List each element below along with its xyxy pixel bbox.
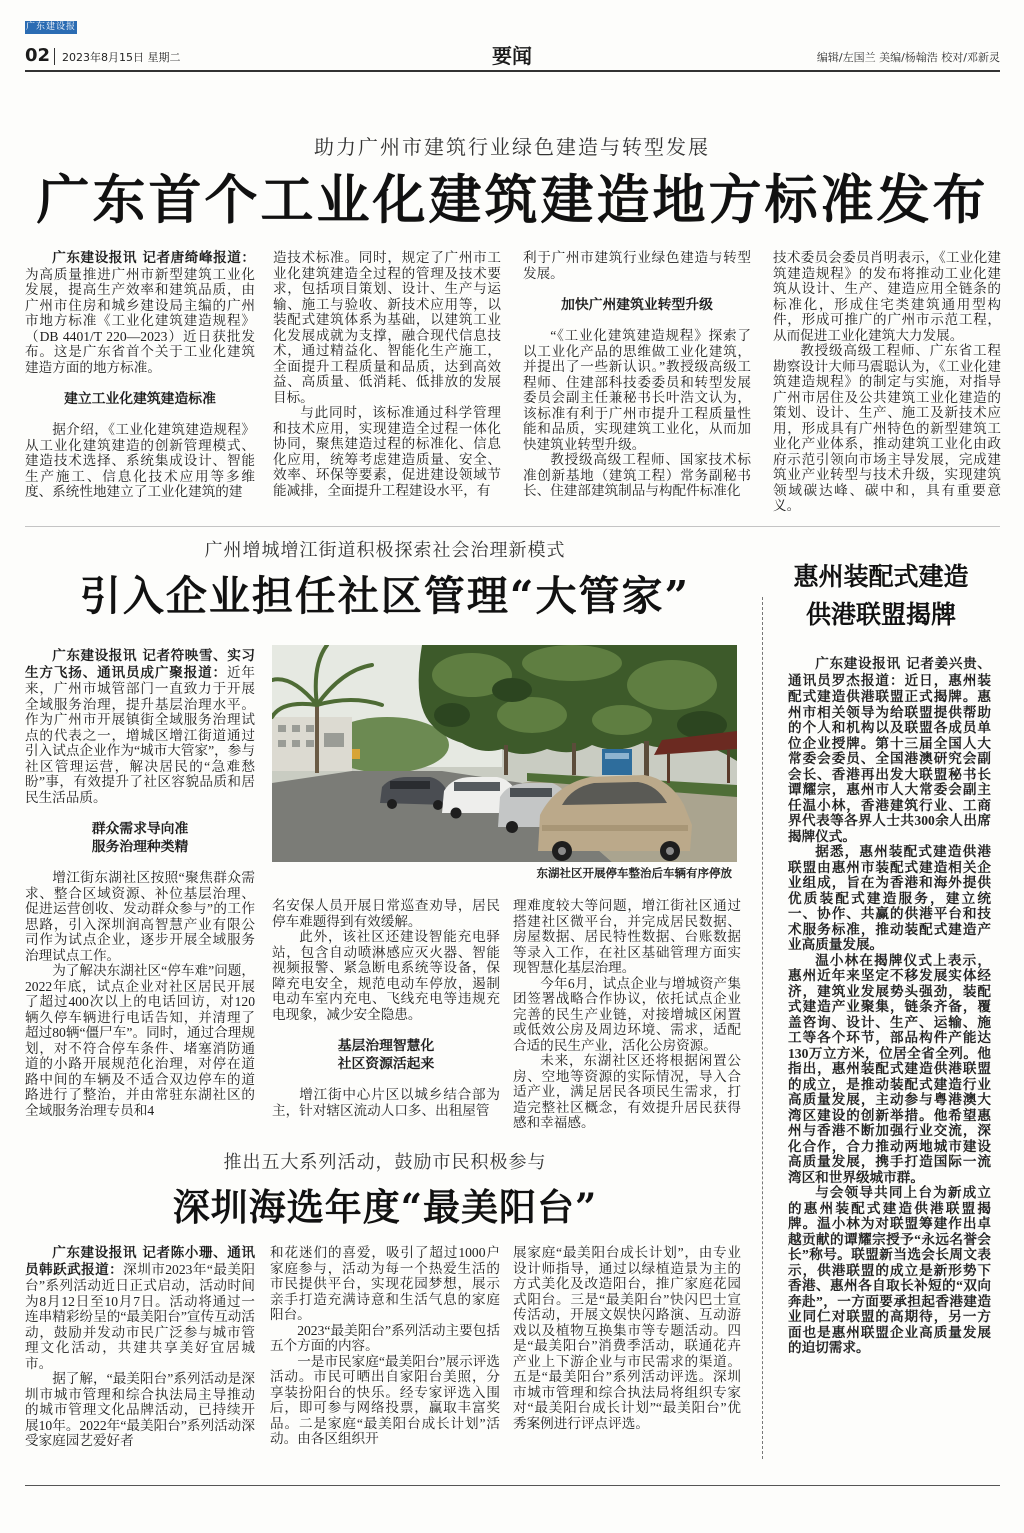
article-paragraph: 今年6月，试点企业与增城资产集团签署战略合作协议，依托试点企业完善的民生产业链，对接增城区闲置或低效公房及周边环境、需求，适配合适的民生产业，活化公房资源。 [513,975,741,1053]
article-subhead: 加快广州建筑业转型升级 [561,297,713,313]
article-paragraph [25,648,255,805]
issue-date: 2023年8月15日 星期二 [62,51,181,64]
article-paragraph: 据介绍，《工业化建筑建造规程》从工业化建筑建造的创新管理模式、建造技术选择、系统集成设计、智能生产施工、信息化技术应用等多维度、系统性地建立了工业化建筑的建 [25,422,255,499]
photo-caption: 东湖社区开展停车整治后车辆有序停放 [536,866,732,880]
article-subhead [272,1037,500,1073]
section-divider [25,526,1000,527]
subhead-line: 群众需求导向准 [91,821,189,837]
article-paragraph: 名安保人员开展日常巡查劝导，居民停车难题得到有效缓解。 [272,898,500,929]
section-title: 要闻 [492,44,532,68]
article-paragraph: “《工业化建筑建造规程》探索了以工业化产品的思维做工业化建筑，并提出了一些新认识。”教授级高级工程师、住建部科技委委员和转型发展委员会副主任兼秘书长叶浩文认为，该标准有利于广州市提升工程质量性能和品质，实现建筑工业化，从而加快建筑业转型升级。 [523,328,751,452]
article-paragraph: 温小林在揭牌仪式上表示，惠州近年来坚定不移发展实体经济，建筑业发展势头强劲，装配式建造产业聚集，链条齐备，覆盖咨询、设计、生产、运输、施工等各个环节，部品构件产能达130万立方米，位居全省全列。他指出，惠州装配式建造供港联盟的成立，是推动装配式建造行业高质量发展，主动参与粤港澳大湾区建设的创新举措。他希望惠州与香港不断加强行业交流，深化合作，合力推动两地城市建设高质量发展，携手打造国际一流湾区和世界级城市群。 [788,952,991,1185]
article-paragraph: 一是市民家庭“最美阳台”展示评选活动。市民可晒出自家阳台美照，分享装扮阳台的快乐。经专家评选入围后，即可参与网络投票，赢取丰富奖品。二是家庭“最美阳台成长计划”活动。由各区组织开 [270,1353,500,1446]
article-subhead: 建立工业化建筑建造标准 [64,391,216,407]
editor-credits: 编辑/左国兰 美编/杨翰浩 校对/邓新灵 [816,51,1000,64]
article-lead: 广东建设报讯 记者唐绮峰报道： [52,250,255,266]
article1-column-2 [273,250,501,498]
article1-subtitle: 助力广州市建筑行业绿色建造与转型发展 [314,135,710,159]
masthead-rule [25,70,1000,72]
article-paragraph: 据悉，惠州装配式建造供港联盟由惠州市装配式建造相关企业组成，旨在为香港和海外提供优质装配式建造服务，建立统一、协作、共赢的供港平台和技术服务标准，推动装配式建造产业高质量发展。 [788,844,991,952]
page-bottom-rule [25,1485,1000,1486]
article2-column-2 [272,898,500,1118]
subhead-line: 社区资源活起来 [337,1056,435,1072]
article3-column [788,656,991,1356]
article-paragraph: 利于广州市建筑行业绿色建造与转型发展。 [523,250,751,281]
article4-column-1 [25,1245,255,1449]
article-paragraph: 理难度较大等问题，增江街社区通过搭建社区微平台，并完成居民数据、房屋数据、居民特性数据、台账数据等录入工作，在社区基础管理方面实现智慧化基层治理。 [513,898,741,975]
paragraph-text: 为高质量推进广州市新型建筑工业化发展，提高生产效率和建筑品质，由广州市住房和城乡建设局主编的广州市地方标准《工业化建筑建造规程》（DB 4401/T 220—2023）近日获批发布。这是广东省首个关于工业化建筑建造方面的地方标准。 [25,266,255,375]
article-paragraph: 2023“最美阳台”系列活动主要包括五个方面的内容。 [270,1322,500,1353]
article-paragraph: 此外，该社区还建设智能充电驿站，包含自动喷淋感应灭火器、智能视频报警、紧急断电系统等设备，保障充电安全，规范电动车停放，遏制电动车室内充电、飞线充电等违规充电现象，减少安全隐患。 [272,929,500,1022]
article-paragraph: 与会领导共同上台为新成立的惠州装配式建造供港联盟揭牌。温小林为对联盟筹建作出卓越贡献的谭耀宗授予“永远名誉会长”称号。联盟新当选会长周文表示，供港联盟的成立是新形势下香港、惠州各自取长补短的“双向奔赴”，一方面要承担起香港建造业同仁对联盟的高期待，另一方面也是惠州联盟企业高质量发展的迫切需求。 [788,1185,991,1355]
subhead-line: 服务治理种类精 [91,839,189,855]
article-paragraph: 未来，东湖社区还将根据闲置公房、空地等资源的实际情况，导入合适产业，满足居民各项民生需求，打造完整社区概念，有效提升居民获得感和幸福感。 [513,1053,741,1130]
article-paragraph: 为了解决东湖社区“停车难”问题，2022年底，试点企业对社区居民开展了超过400次以上的电话回访，对120辆久停车辆进行电话告知，并清理了超过80辆“僵尸车”。同时，通过合理规划，对不符合停车条件、堵塞消防通道的小路开展规范化治理，对停在道路中间的车辆及不适合双边停车的道路进行了整治，并由常驻东湖社区的全域服务治理专员和4 [25,963,255,1118]
street-photo [272,645,737,862]
article1-column-1 [25,250,255,500]
headline-line: 惠州装配式建造 [793,562,969,591]
article-paragraph: 展家庭“最美阳台成长计划”，由专业设计师指导，通过以绿植造景为主的方式美化及改造阳台，推广家庭花园式阳台。三是“最美阳台”快闪巴士宣传活动，开展文娱快闪路演、互动游戏以及植物互换集市等专题活动。四是“最美阳台”消费季活动，联通花卉产业上下游企业与市民需求的渠道。五是“最美阳台”系列活动评选。深圳市城市管理和综合执法局将组织专家对“最美阳台成长计划”“最美阳台”优秀案例进行评点评选。 [513,1245,741,1431]
article4-column-2 [270,1245,500,1447]
article-lead: 广东建设报讯 记者陈小珊、通讯员韩跃武报道： [25,1245,255,1278]
article-paragraph: 增江街东湖社区按照“聚焦群众需求、整合区域资源、补位基层治理、促进运营创收、发动群众参与”的工作思路，引入深圳润高智慧产业有限公司作为试点企业，逐步开展全域服务治理试点工作。 [25,870,255,963]
article-paragraph [25,250,255,375]
article2-headline: 引入企业担任社区管理“大管家” [79,572,691,620]
article4-column-3 [513,1245,741,1431]
article1-column-3 [523,250,751,499]
article-paragraph: 和花迷们的喜爱，吸引了超过1000户家庭参与，活动为每一个热爱生活的市民提供平台，实现花园梦想，展示亲手打造充满诗意和生活气息的家庭阳台。 [270,1245,500,1322]
article2-column-3 [513,898,741,1131]
article-lead: 广东建设报讯 记者姜兴贵、通讯员罗杰报道： [788,656,991,689]
article4-subtitle: 推出五大系列活动，鼓励市民积极参与 [223,1152,547,1173]
paragraph-text: 近日，惠州装配式建造供港联盟正式揭牌。惠州市相关领导为给联盟提供帮助的个人和机构以及联盟各成员单位企业授牌。第十三届全国人大常委会委员、全国港澳研究会副会长、香港再出发大联盟秘书长谭耀宗，惠州市人大常委会副主任温小林，香港建筑行业、工商界代表等各界人士共300余人出席揭牌仪式。 [788,672,992,844]
article-paragraph: 教授级高级工程师、广东省工程勘察设计大师马震聪认为，《工业化建筑建造规程》的制定与实施，对指导广州市居住及公共建筑工业化建造的策划、设计、生产、施工及新技术应用，形成具有广州特色的新型建筑工业化产业体系，推动建筑工业化由政府示范引领向市场主导发展，完成建筑业产业转型与技术升级，实现建筑领域碳达峰、碳中和，具有重要意义。 [773,343,1001,513]
article1-column-4 [773,250,1001,514]
article-paragraph: 造技术标准。同时，规定了广州市工业化建筑建造全过程的管理及技术要求，包括项目策划、设计、生产与运输、施工与验收、新技术应用等，以装配式建筑体系为基础，以建筑工业化发展成就为支撑，融合现代信息技术，通过精益化、智能化生产施工，全面提升工程质量和品质，达到高效益、高质量、低消耗、低排放的发展目标。 [273,250,501,405]
article-paragraph: 增江街中心片区以城乡结合部为主，针对辖区流动人口多、出租屋管 [272,1087,500,1118]
newspaper-logo: 广东建设报 [25,22,76,32]
article1-headline: 广东首个工业化建筑建造地方标准发布 [36,169,989,231]
article2-column-1 [25,648,255,1118]
masthead-divider [54,48,55,65]
headline-line: 供港联盟揭牌 [805,600,956,629]
article-subhead [25,820,255,856]
article-paragraph [788,656,991,844]
article2-subtitle: 广州增城增江街道积极探索社会治理新模式 [204,540,566,561]
paragraph-text: 深圳市2023年“最美阳台”系列活动近日正式启动，活动时间为8月12日至10月7日。活动将通过一连串精彩纷呈的“最美阳台”宣传互动活动，鼓励并发动市民广泛参与城市管理文化活动，共建共享美好宜居城市。 [25,1261,255,1371]
article-lead: 广东建设报讯 记者符映雪、实习生方飞扬、通讯员成广聚报道： [25,648,255,681]
article-paragraph: 据了解，“最美阳台”系列活动是深圳市城市管理和综合执法局主导推动的城市管理文化品牌活动，已持续开展10年。2022年“最美阳台”系列活动深受家庭园艺爱好者 [25,1371,255,1448]
article-paragraph: 与此同时，该标准通过科学管理和技术应用，实现建造全过程一体化协同，聚焦建造过程的标准化、信息化应用，统筹考虑建造质量、安全、效率、环保等要素，促进建设领域节能减排，全面提升工程建设水平，有 [273,405,501,498]
article-paragraph: 教授级高级工程师、国家技术标准创新基地（建筑工程）常务副秘书长、住建部建筑制品与构配件标准化 [523,452,751,498]
article-paragraph: 技术委员会委员肖明表示，《工业化建筑建造规程》的发布将推动工业化建筑从设计、生产、建造应用全链条的标准化，形成住宅类建筑通用型构件，形成可推广的广州市示范工程，从而促进工业化建筑大力发展。 [773,250,1001,343]
subhead-line: 基层治理智慧化 [337,1038,435,1054]
article-paragraph [25,1245,255,1371]
page-number: 02 [25,45,51,66]
paragraph-text: 近年来，广州市城管部门一直致力于开展全域服务治理，提升基层治理水平。作为广州市开展镇街全域服务治理试点的代表之一，增城区增江街道通过引入试点企业作为“城市大管家”，参与社区管理运营，解决居民的“急难愁盼”事，有效提升了社区容貌品质和居民生活品质。 [25,664,256,805]
article4-headline: 深圳海选年度“最美阳台” [172,1185,598,1229]
